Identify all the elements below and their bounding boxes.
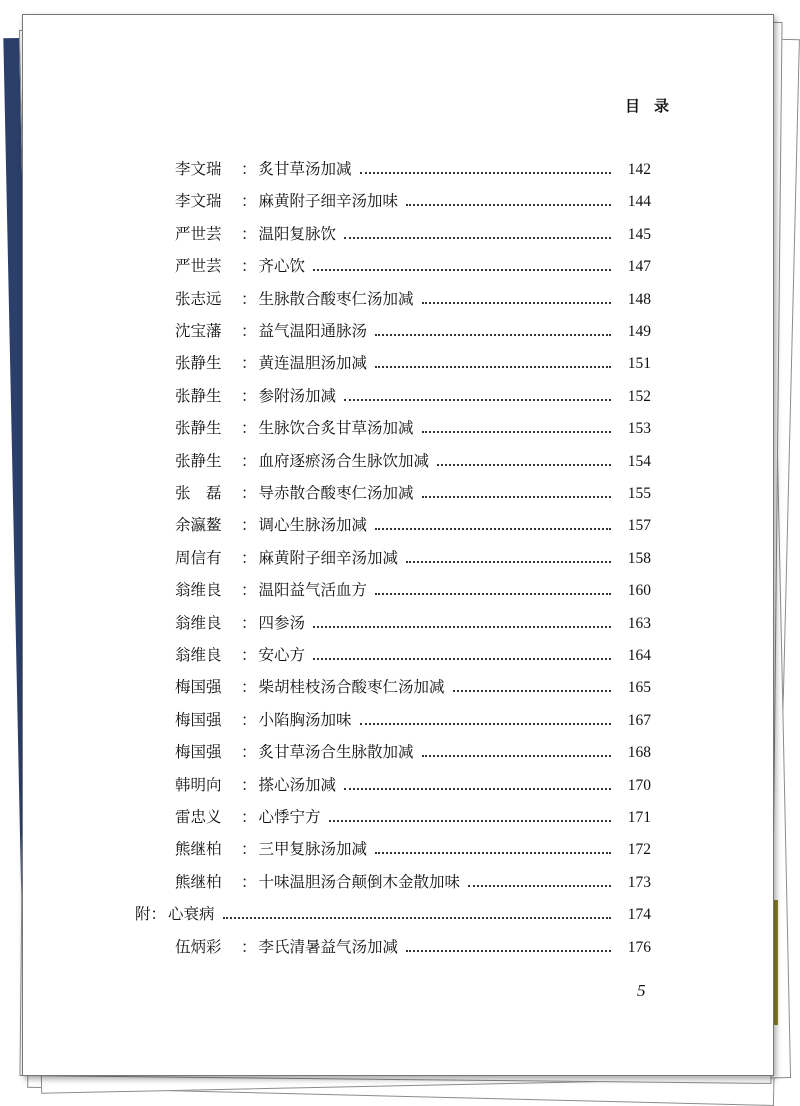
running-header: 目录 bbox=[625, 97, 684, 115]
dot-leader bbox=[422, 755, 611, 757]
toc-page-number: 145 bbox=[627, 225, 651, 243]
toc-author: 周信有 bbox=[175, 548, 222, 567]
toc-entry[interactable] bbox=[175, 449, 651, 473]
toc-author: 张静生 bbox=[175, 451, 222, 470]
toc-author: 雷忠义 bbox=[175, 808, 222, 826]
toc-page-number: 168 bbox=[627, 744, 651, 762]
toc-page-number: 151 bbox=[627, 355, 651, 373]
dot-leader bbox=[375, 852, 611, 854]
dot-leader bbox=[223, 917, 611, 919]
toc-entry[interactable] bbox=[175, 254, 651, 278]
toc-entry[interactable] bbox=[135, 902, 651, 926]
toc-page-number: 170 bbox=[627, 776, 651, 794]
toc-title: 益气温阳通脉汤 bbox=[258, 322, 368, 340]
dot-leader bbox=[344, 237, 611, 239]
toc-entry[interactable] bbox=[175, 708, 651, 732]
toc-separator: ： bbox=[241, 160, 257, 178]
toc-separator: ： bbox=[241, 548, 257, 567]
toc-entry[interactable] bbox=[175, 384, 651, 408]
toc-separator: ： bbox=[241, 354, 257, 373]
toc-separator: ： bbox=[241, 743, 257, 762]
toc-separator: ： bbox=[241, 516, 257, 535]
dot-leader bbox=[375, 528, 611, 530]
toc-separator: ： bbox=[241, 419, 257, 438]
toc-separator: ： bbox=[241, 613, 257, 632]
toc-title: 柴胡桂枝汤合酸枣仁汤加减 bbox=[258, 678, 445, 697]
toc-author: 张静生 bbox=[175, 354, 222, 373]
toc-entry[interactable] bbox=[175, 416, 651, 440]
toc-separator: ： bbox=[241, 289, 257, 308]
toc-entry[interactable] bbox=[175, 837, 651, 861]
toc-entry[interactable] bbox=[175, 935, 651, 959]
dot-leader bbox=[313, 626, 611, 628]
toc-title: 炙甘草汤合生脉散加减 bbox=[258, 743, 414, 762]
toc-author: 翁维良 bbox=[175, 581, 222, 600]
toc-entry[interactable] bbox=[175, 287, 651, 311]
dot-leader bbox=[313, 658, 611, 660]
toc-separator: ： bbox=[241, 386, 257, 405]
dot-leader bbox=[375, 593, 611, 595]
dot-leader bbox=[375, 334, 611, 336]
toc-title: 李氏清暑益气汤加减 bbox=[258, 937, 399, 956]
toc-author: 梅国强 bbox=[175, 678, 222, 697]
toc-page-number: 167 bbox=[627, 711, 651, 729]
dot-leader bbox=[453, 690, 611, 692]
toc-title: 导赤散合酸枣仁汤加减 bbox=[258, 484, 414, 502]
toc-separator: ： bbox=[241, 322, 257, 340]
toc-entry[interactable] bbox=[175, 805, 651, 829]
dot-leader bbox=[360, 172, 611, 174]
toc-page-number: 174 bbox=[627, 906, 651, 924]
toc-author: 熊继柏 bbox=[175, 872, 222, 891]
toc-separator: ： bbox=[241, 872, 257, 891]
toc-author: 翁维良 bbox=[175, 613, 222, 632]
toc-entry[interactable] bbox=[175, 870, 651, 894]
toc-separator: ： bbox=[241, 451, 257, 470]
dot-leader bbox=[375, 366, 611, 368]
toc-separator: ： bbox=[150, 905, 167, 924]
toc-author: 余瀛鳌 bbox=[175, 516, 222, 535]
toc-page-number: 163 bbox=[627, 614, 651, 632]
toc-page-number: 171 bbox=[627, 809, 651, 826]
toc-page-number: 142 bbox=[627, 161, 651, 178]
toc-separator: ： bbox=[241, 646, 257, 664]
toc-entry[interactable] bbox=[175, 546, 651, 570]
toc-separator: ： bbox=[241, 257, 257, 276]
toc-author: 严世芸 bbox=[175, 257, 222, 276]
toc-page-number: 176 bbox=[627, 938, 651, 956]
dot-leader bbox=[329, 820, 611, 822]
toc-title: 参附汤加减 bbox=[258, 386, 337, 405]
toc-author: 张静生 bbox=[175, 386, 222, 405]
toc-page-number: 147 bbox=[627, 258, 651, 276]
dot-leader bbox=[344, 788, 611, 790]
toc-author: 张志远 bbox=[175, 289, 222, 308]
toc-entry[interactable] bbox=[175, 740, 651, 764]
toc-title: 十味温胆汤合颠倒木金散加味 bbox=[258, 872, 461, 891]
toc-page-number: 158 bbox=[627, 549, 651, 567]
document-page bbox=[22, 14, 774, 1076]
toc-separator: ： bbox=[241, 710, 257, 729]
toc-entry[interactable] bbox=[175, 643, 651, 667]
toc-author: 严世芸 bbox=[175, 224, 222, 243]
toc-entry[interactable] bbox=[175, 481, 651, 505]
toc-author: 沈宝藩 bbox=[175, 322, 222, 340]
toc-title: 生脉散合酸枣仁汤加减 bbox=[258, 289, 414, 308]
toc-separator: ： bbox=[241, 192, 257, 211]
toc-title: 麻黄附子细辛汤加减 bbox=[258, 548, 399, 567]
toc-title: 小陷胸汤加味 bbox=[258, 710, 352, 729]
toc-title: 温阳益气活血方 bbox=[258, 581, 368, 600]
toc-page-number: 155 bbox=[627, 485, 651, 502]
toc-title: 安心方 bbox=[258, 646, 306, 664]
toc-title: 齐心饮 bbox=[258, 257, 306, 276]
toc-author: 李文瑞 bbox=[175, 160, 222, 178]
toc-separator: ： bbox=[241, 678, 257, 697]
toc-page-number: 172 bbox=[627, 841, 651, 859]
toc-entry[interactable] bbox=[175, 157, 651, 181]
dot-leader bbox=[468, 885, 611, 887]
toc-author: 附 bbox=[135, 905, 151, 924]
toc-title: 麻黄附子细辛汤加味 bbox=[258, 192, 399, 211]
toc-entry[interactable] bbox=[175, 578, 651, 602]
dot-leader bbox=[344, 399, 611, 401]
page-number: 5 bbox=[637, 981, 646, 1000]
dot-leader bbox=[422, 302, 611, 304]
toc-separator: ： bbox=[241, 484, 257, 502]
toc-page-number: 149 bbox=[627, 323, 651, 340]
toc-author: 翁维良 bbox=[175, 646, 222, 664]
dot-leader bbox=[422, 496, 611, 498]
toc-page-number: 144 bbox=[627, 193, 651, 211]
toc-author: 伍炳彩 bbox=[175, 937, 222, 956]
toc-page-number: 153 bbox=[627, 420, 651, 438]
toc-title: 三甲复脉汤加减 bbox=[258, 840, 368, 859]
dot-leader bbox=[406, 950, 611, 952]
toc-entry[interactable] bbox=[175, 513, 651, 537]
toc-page-number: 173 bbox=[627, 873, 651, 891]
toc-separator: ： bbox=[241, 840, 257, 859]
toc-separator: ： bbox=[241, 937, 257, 956]
toc-title: 黄连温胆汤加减 bbox=[258, 354, 368, 373]
toc-entry[interactable] bbox=[175, 675, 651, 699]
toc-author: 梅国强 bbox=[175, 743, 222, 762]
toc-entry[interactable] bbox=[175, 351, 651, 375]
toc-page-number: 152 bbox=[627, 387, 651, 405]
toc-separator: ： bbox=[241, 775, 257, 794]
toc-title: 调心生脉汤加减 bbox=[258, 516, 368, 535]
toc-author: 梅国强 bbox=[175, 710, 222, 729]
toc-entry[interactable] bbox=[175, 222, 651, 246]
toc-separator: ： bbox=[241, 581, 257, 600]
toc-author: 李文瑞 bbox=[175, 192, 222, 211]
toc-title: 搽心汤加减 bbox=[258, 775, 337, 794]
toc-page-number: 157 bbox=[627, 517, 651, 535]
toc-author: 张静生 bbox=[175, 419, 222, 438]
toc-author: 张 磊 bbox=[175, 484, 222, 502]
dot-leader bbox=[406, 561, 611, 563]
toc-author: 熊继柏 bbox=[175, 840, 222, 859]
toc-separator: ： bbox=[241, 224, 257, 243]
dot-leader bbox=[313, 269, 611, 271]
toc-title: 心悸宁方 bbox=[258, 808, 321, 826]
toc-separator: ： bbox=[241, 808, 257, 826]
toc-title: 炙甘草汤加减 bbox=[258, 160, 352, 178]
toc-title: 四参汤 bbox=[258, 613, 306, 632]
toc-entry[interactable] bbox=[175, 773, 651, 797]
dot-leader bbox=[360, 723, 611, 725]
toc-page-number: 160 bbox=[627, 582, 651, 600]
toc-page-number: 148 bbox=[627, 290, 651, 308]
dot-leader bbox=[406, 204, 611, 206]
toc-page-number: 165 bbox=[627, 679, 651, 697]
toc-title: 血府逐瘀汤合生脉饮加减 bbox=[258, 451, 430, 470]
toc-entry[interactable] bbox=[175, 189, 651, 213]
toc-entry[interactable] bbox=[175, 319, 651, 343]
toc-author: 韩明向 bbox=[175, 775, 222, 794]
dot-leader bbox=[422, 431, 611, 433]
toc-title: 心衰病 bbox=[168, 905, 215, 924]
toc-title: 生脉饮合炙甘草汤加减 bbox=[258, 419, 414, 438]
toc-page-number: 154 bbox=[627, 452, 651, 470]
toc-entry[interactable] bbox=[175, 611, 651, 635]
toc-title: 温阳复脉饮 bbox=[258, 224, 337, 243]
toc-page-number: 164 bbox=[627, 647, 651, 664]
dot-leader bbox=[437, 464, 611, 466]
